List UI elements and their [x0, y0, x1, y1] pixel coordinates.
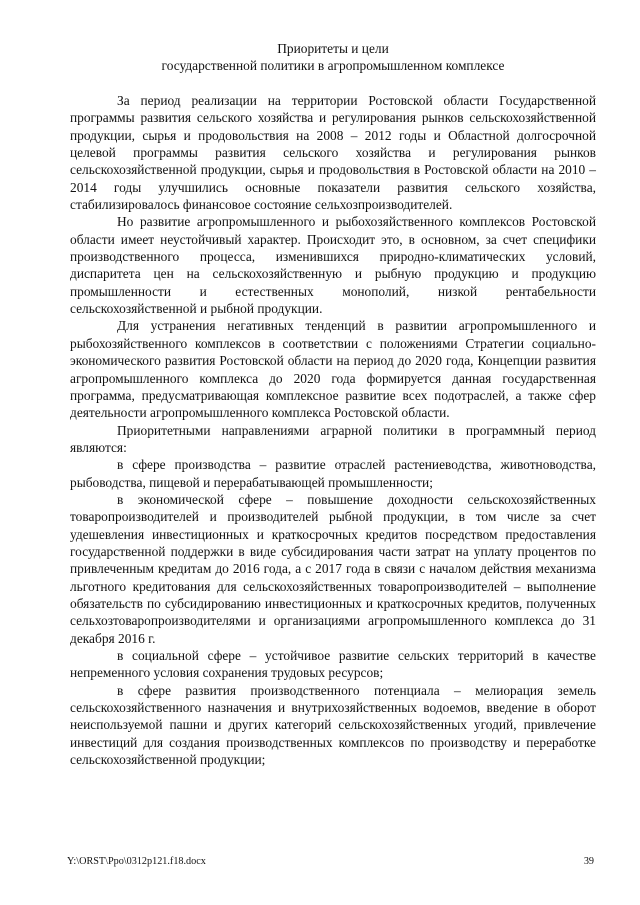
- paragraph-5: в сфере производства – развитие отраслей растениеводства, животноводства, рыбоводства, пищевой и перерабатывающей промышленности;: [70, 457, 596, 490]
- paragraph-7: в социальной сфере – устойчивое развитие сельских территорий в качестве непременного условия сохранения трудовых ресурсов;: [70, 648, 596, 681]
- title-line-2: государственной политики в агропромышленном комплексе: [161, 58, 505, 73]
- paragraph-3: Для устранения негативных тенденций в развитии агропромышленного и рыбохозяйственного комплексов в соответствии с положениями Стратегии социально-экономического развития Ростовской области на период до 2020 года, Концепции развития агропромышленного комплекса до 2020 года формируется данная государственная программа, предусматривающая комплексное развитие всех подотраслей, а также сфер деятельности агропромышленного комплекса Ростовской области.: [70, 318, 596, 421]
- paragraph-4: Приоритетными направлениями аграрной политики в программный период являются:: [70, 422, 596, 455]
- document-body: [70, 92, 596, 768]
- paragraph-2: Но развитие агропромышленного и рыбохозяйственного комплексов Ростовской области имеет неустойчивый характер. Происходит это, в основном, за счет специфики производственного процесса, изменившихся природно-климатических условий, диспаритета цен на сельскохозяйственную и рыбную продукцию и продукцию промышленности и естественных монополий, низкой рентабельности сельскохозяйственной и рыбной продукции.: [70, 214, 596, 317]
- paragraph-8: в сфере развития производственного потенциала – мелиорация земель сельскохозяйственного назначения и внутрихозяйственных водоемов, введение в оборот неиспользуемой пашни и других категорий сельскохозяйственных угодий, привлечение инвестиций для создания производственных комплексов по производству и переработке сельскохозяйственной продукции;: [70, 682, 596, 768]
- title-line-1: Приоритеты и цели: [277, 41, 389, 56]
- footer-file-path: Y:\ORST\Ppo\0312p121.f18.docx: [67, 856, 206, 867]
- paragraph-1: За период реализации на территории Ростовской области Государственной программы развития сельского хозяйства и регулирования рынков сельскохозяйственной продукции, сырья и продовольствия на 2008 – 2012 годы и Областной долгосрочной целевой программы развития сельского хозяйства и регулирования рынков сельскохозяйственной продукции, сырья и продовольствия в Ростовской области на 2010 – 2014 годы улучшились основные показатели развития сельского хозяйства, стабилизировалось финансовое состояние сельхозпроизводителей.: [70, 93, 596, 213]
- paragraph-6: в экономической сфере – повышение доходности сельскохозяйственных товаропроизводителей и производителей рыбной продукции, в том числе за счет удешевления инвестиционных и краткосрочных кредитов посредством предоставления государственной поддержки в виде субсидирования части затрат на уплату процентов по привлеченным кредитам до 2016 года, а с 2017 года в связи с началом действия механизма льготного кредитования для сельскохозяйственных товаропроизводителей – выполнение обязательств по субсидированию инвестиционных и краткосрочных кредитов, полученных сельхозтоваропроизводителями и организациями агропромышленного комплекса до 31 декабря 2016 г.: [70, 491, 596, 646]
- page-title: [70, 40, 596, 74]
- footer-page-number: 39: [583, 856, 594, 867]
